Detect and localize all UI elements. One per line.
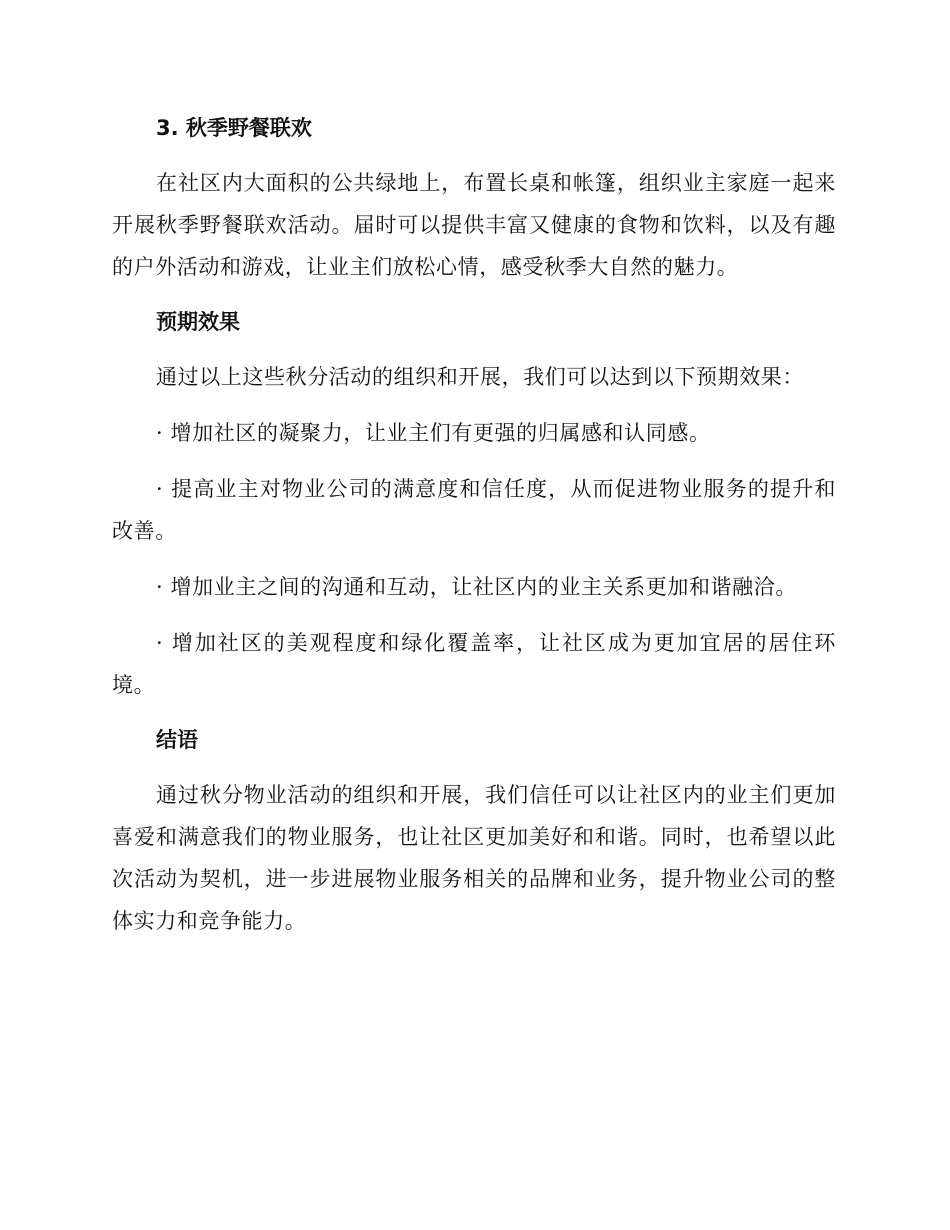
- section-heading-expected-effects: 预期效果: [156, 310, 240, 334]
- bullet-item: · 增加社区的美观程度和绿化覆盖率，让社区成为更加宜居的居住环境。: [112, 631, 836, 697]
- document-page: [112, 108, 836, 942]
- bullet-item: · 增加业主之间的沟通和互动，让社区内的业主关系更加和谐融洽。: [156, 575, 797, 599]
- section-heading-conclusion: 结语: [156, 728, 198, 752]
- conclusion-body: 通过秋分物业活动的组织和开展，我们信任可以让社区内的业主们更加喜爱和满意我们的物业服务，也让社区更加美好和和谐。同时，也希望以此次活动为契机，进一步进展物业服务相关的品牌和业务，提升物业公司的整体实力和竞争能力。: [112, 783, 836, 933]
- section-body-autumn-picnic: 在社区内大面积的公共绿地上，布置长桌和帐篷，组织业主家庭一起来开展秋季野餐联欢活动。届时可以提供丰富又健康的食物和饮料，以及有趣的户外活动和游戏，让业主们放松心情，感受秋季大自然的魅力。: [112, 171, 836, 279]
- expected-effects-intro: 通过以上这些秋分活动的组织和开展，我们可以达到以下预期效果：: [156, 365, 804, 389]
- section-heading-autumn-picnic: 3. 秋季野餐联欢: [156, 116, 312, 140]
- bullet-item: · 增加社区的凝聚力，让业主们有更强的归属感和认同感。: [156, 421, 711, 445]
- bullet-item: · 提高业主对物业公司的满意度和信任度，从而促进物业服务的提升和改善。: [112, 477, 836, 543]
